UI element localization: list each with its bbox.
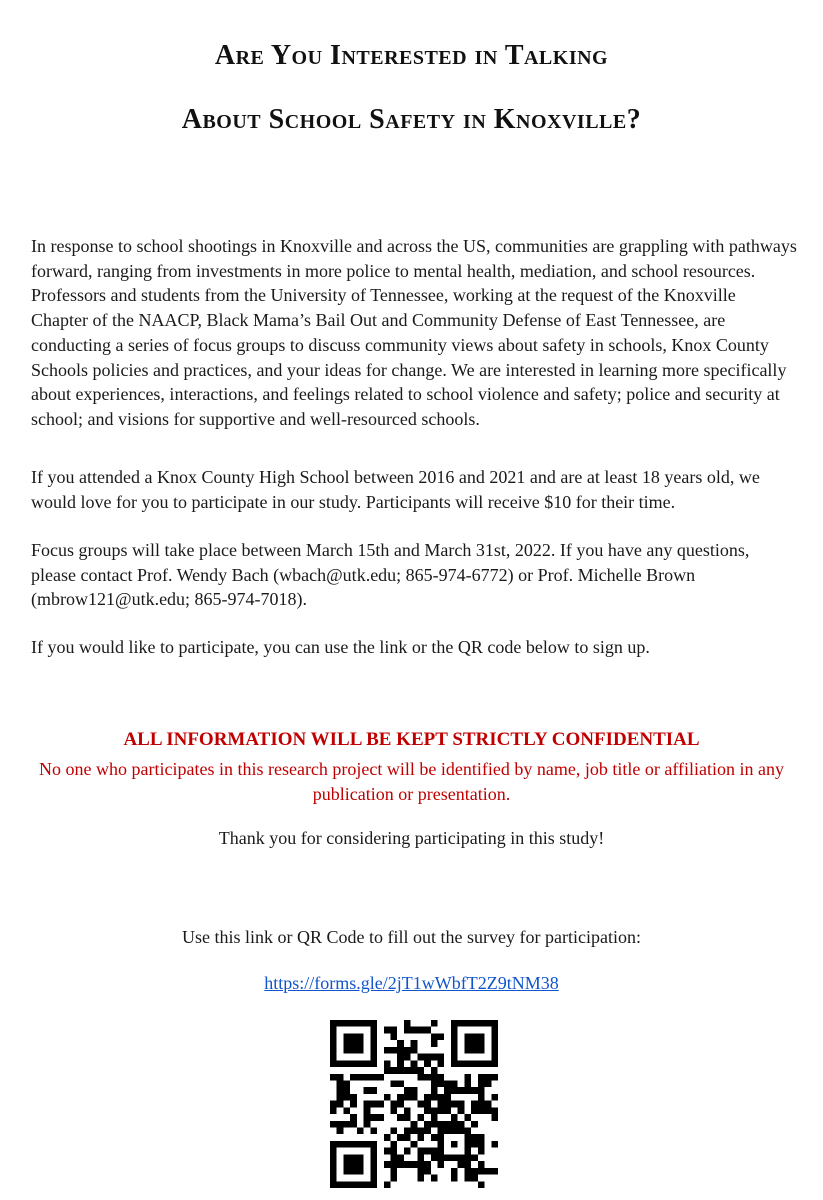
confidential-body: No one who participates in this research project will be identified by name, job title or affiliation in any publication or presentation. xyxy=(39,759,784,804)
title-line-1: Are You Interested in Talking xyxy=(214,40,609,71)
title-line-2: About School Safety in Knoxville? xyxy=(181,104,642,135)
intro-paragraph: In response to school shootings in Knoxville and across the US, communities are grappling with pathways forward, ranging from investments in more police to mental health, mediation, and school resources. Professors and students from the University of Tennessee, working at the request of the Knoxville Chapter of the NAACP, Black Mama’s Bail Out and Community Defense of East Tennessee, are conducting a series of focus groups to discuss community views about safety in schools, Knox County Schools policies and practices, and your ideas for change. We are interested in learning more specifically about experiences, interactions, and feelings related to school violence and safety; police and security at school; and visions for supportive and well-resourced schools. xyxy=(31,236,797,429)
confidential-heading: ALL INFORMATION WILL BE KEPT STRICTLY CONFIDENTIAL xyxy=(123,729,700,750)
survey-link[interactable]: https://forms.gle/2jT1wWbfT2Z9tNM38 xyxy=(264,973,559,993)
survey-prompt: Use this link or QR Code to fill out the survey for participation: xyxy=(182,927,641,947)
signup-paragraph: If you would like to participate, you can use the link or the QR code below to sign up. xyxy=(31,637,650,657)
eligibility-paragraph: If you attended a Knox County High School between 2016 and 2021 and are at least 18 years old, we would love for you to participate in our study. Participants will receive $10 for their time. xyxy=(31,467,760,512)
qr-code-icon[interactable] xyxy=(330,1020,498,1188)
contact-paragraph: Focus groups will take place between March 15th and March 31st, 2022. If you have any questions, please contact Prof. Wendy Bach (wbach@utk.edu; 865-974-6772) or Prof. Michelle Brown (mbrow121@utk.edu; 865-974-7018). xyxy=(31,540,750,610)
thanks-text: Thank you for considering participating in this study! xyxy=(218,828,605,848)
